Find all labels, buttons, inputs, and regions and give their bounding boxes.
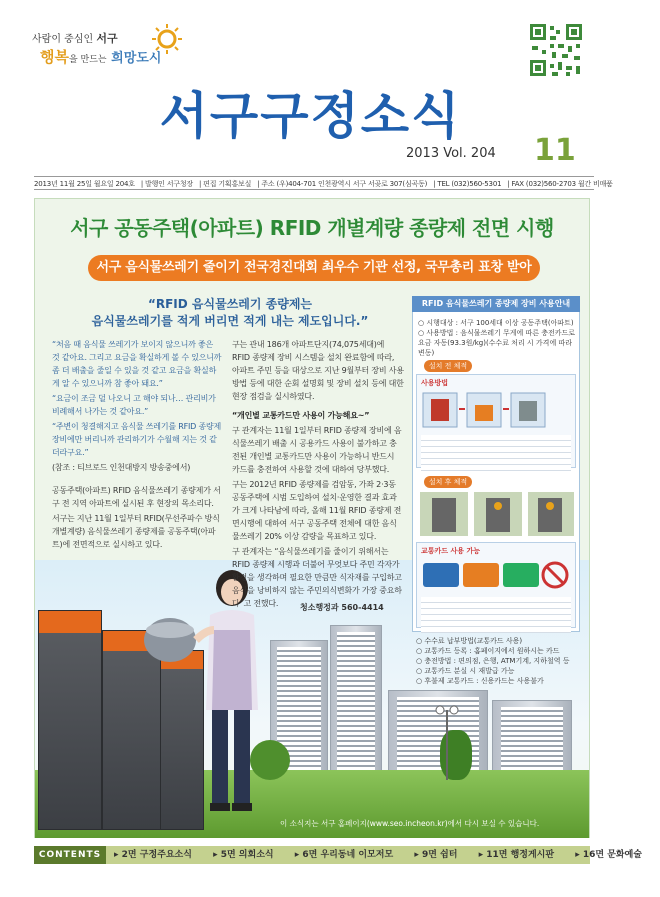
publication-info-bar: 2013년 11월 25일 월요일 204호 | 발행인 서구청장 | 편집 기획홍보실 | 주소 (우)404-701 인천광역시 서구 서곶로 307(심곡동) | TEL (032)560-5301 | FAX (032)560-2703 월간 비매품: [34, 176, 594, 190]
article-paragraph: 구 관계자는 11월 1일부터 RFID 종량제 장비에 음식물쓰레기 배출 시 공용카드 사용이 불가하고 충전된 개인별 교통카드만 사용이 가능하니 반드시 카드를 충전하여 사용할 것에 대하여 당부했다.: [232, 426, 402, 474]
contents-item[interactable]: ▸ 9면 쉼터: [414, 850, 458, 860]
article-headline: 서구 공동주택(아파트) RFID 개별계량 종량제 전면 시행: [70, 216, 554, 240]
apartment-building: [330, 625, 382, 790]
sun-logo-icon: [150, 22, 184, 56]
info-date: 2013년 11월 25일 월요일 204호: [34, 180, 135, 188]
after-install-tag: 설치 후 체적: [424, 476, 472, 488]
slogan-line-1: [32, 30, 118, 46]
contents-item[interactable]: ▸ 6면 우리동네 이모저모: [294, 850, 394, 860]
article-paragraph: 구 관계자는 “음식물쓰레기를 줄이기 위해서는 RFID 종량제 시행과 더불어 무엇보다 주민 각자가 환경을 생각하며 필요한 만큼만 식자재를 구입하고 음식을 낭비하지 않는 주민의식변화가 가장 중요하다”고 전했다.: [232, 547, 402, 608]
volume-label: 2013 Vol. 204: [406, 146, 496, 161]
article-paragraph: 공동주택(아파트) RFID 음식물쓰레기 종량제가 서구 전 지역 아파트에 실시된 후 현장의 목소리다.: [52, 486, 221, 508]
slogan-text: 사람이 중심인: [32, 34, 94, 45]
bin-photos: [418, 490, 576, 538]
rfid-bin: [38, 610, 102, 830]
rfid-guide-text: [418, 318, 576, 358]
article-paragraph: 서구는 지난 11월 1일부터 RFID(무선주파수 방식 개별계량) 음식물쓰레기 종량제를 공동주택(아파트)에 전면적으로 실시하고 있다.: [52, 514, 220, 549]
qr-code-icon[interactable]: [528, 22, 584, 78]
article-paragraph: 구는 2012년 RFID 종량제를 검암동, 가좌 2·3동 공동주택에 시범 도입하여 설치·운영한 결과 효과가 크게 나타남에 따라, 올해 11월 RFID 종량제 전면시행에 대하여 서구 공동주택 전체에 대한 음식물쓰레기 20% 이상 감량을 목표하고 있다.: [232, 480, 402, 541]
contents-list: [114, 846, 660, 864]
usage-steps-text: [421, 435, 571, 475]
card-info-line: ○ 교통카드 등록 : 홈페이지에서 원하시는 카드: [416, 647, 560, 655]
newsletter-title: 서구구정소식: [159, 87, 462, 145]
card-info-line: ○ 교통카드 분실 시 재발급 가능: [416, 667, 515, 675]
info-editor: 편집 기획홍보실: [203, 180, 252, 188]
contents-item[interactable]: ▸ 16면 문화예술: [575, 850, 643, 860]
resident-quote: “요금이 조금 덜 나오니 고 해야 되나… 관리비가 비례해서 나가는 것 같아요.”: [52, 394, 216, 416]
street-lamp: [432, 700, 462, 780]
article-subheading: “개인별 교통카드만 사용이 가능해요~”: [232, 411, 370, 420]
contents-label: CONTENTS: [34, 846, 106, 864]
guide-line: ○ 시행대상 : 서구 100세대 이상 공동주택(아파트): [418, 319, 574, 327]
contents-item[interactable]: ▸ 2면 구정주요소식: [114, 850, 192, 860]
article-column-1: [52, 338, 222, 553]
usage-method-label: 사용방법: [421, 379, 449, 387]
info-tel: TEL (032)560-5301: [437, 180, 502, 188]
slogan-name: 서구: [96, 32, 118, 45]
before-install-tag: 설치 전 체적: [424, 360, 472, 372]
contact-info: 청소행정과 560-4414: [300, 603, 384, 612]
slogan-line-2: [40, 46, 161, 67]
resident-quote: “처음 때 음식물 쓰레기가 보이지 않으니까 좋은 것 같아요. 그리고 요금을 확실하게 볼 수 있으니까 좀 더 배출을 줄일 수 있을 것 같고 요금을 확실하게 알 수 있으니까 참 좋아 돼요.”: [52, 340, 222, 388]
transit-cards-icon: [417, 559, 573, 593]
info-address: 주소 (우)404-701 인천광역시 서구 서곶로 307(심곡동): [261, 180, 428, 188]
article-paragraph: 구는 관내 186개 아파트단지(74,075세대)에 RFID 종량제 장비 시스템을 설치 완료함에 따라, 아파트 주민 등을 대상으로 지난 9월부터 장비 사용 방법 등에 대한 순회 설명회 및 장비 설치 등에 대한 현장 점검을 실시하였다.: [232, 340, 404, 401]
article-column-2: [232, 338, 404, 612]
info-publisher: 발행인 서구청장: [145, 180, 193, 188]
quote-line: “RFID 음식물쓰레기 종량제는: [147, 297, 313, 311]
card-payment-info: [416, 636, 582, 686]
contents-item[interactable]: ▸ 11면 행정게시판: [478, 850, 555, 860]
article-subhead: 서구 음식물쓰레기 줄이기 전국경진대회 최우수 기관 선정, 국무총리 표창 받아: [88, 255, 540, 281]
contents-item[interactable]: ▸ 5면 의회소식: [213, 850, 274, 860]
slogan-mid: 을 만드는: [68, 55, 107, 65]
quote-line: 음식물쓰레기를 적게 버리면 적게 내는 제도입니다.”: [91, 314, 369, 328]
info-fax: FAX (032)560-2703 월간 비매품: [511, 180, 613, 188]
photo-caption: 이 소식지는 서구 홈페이지(www.seo.incheon.kr)에서 다시 보실 수 있습니다.: [280, 819, 540, 828]
issue-number: 11: [534, 133, 576, 168]
rfid-guide-title: RFID 음식물쓰레기 종량제 장비 사용안내: [412, 296, 580, 312]
card-info-line: ○ 후불제 교통카드 : 신용카드는 사용불가: [416, 677, 544, 685]
card-info-line: ○ 충전방법 : 편의점, 은행, ATM기계, 지하철역 등: [416, 657, 570, 665]
slogan-highlight-1: 행복: [40, 48, 69, 66]
card-info-line: ○ 수수료 납부방법(교통카드 사용): [416, 637, 523, 645]
card-usage-title: 교통카드 사용 가능: [421, 547, 480, 555]
card-usage-panel: [416, 542, 576, 628]
resident-quote: “주변이 청결해지고 음식물 쓰레기를 RFID 종량제 장비에만 버리니까 관리하기가 수월해 지는 것 같더라구요.”: [52, 422, 222, 457]
guide-line: ○ 사용방법 : 음식물쓰레기 무게에 따른 충전카드로 요금 자동(93.3원/kg)(수수료 처리 시 가격에 따라 변동): [418, 329, 576, 357]
slogan-highlight-2: 희망도시: [111, 51, 162, 66]
usage-steps-illustration: [417, 391, 573, 431]
quote-source: (참조 : 티브로드 인천대방지 방송중에서): [52, 463, 191, 472]
card-usage-text: [421, 597, 571, 633]
usage-method-panel: [416, 374, 576, 468]
article-quote: [60, 296, 400, 330]
